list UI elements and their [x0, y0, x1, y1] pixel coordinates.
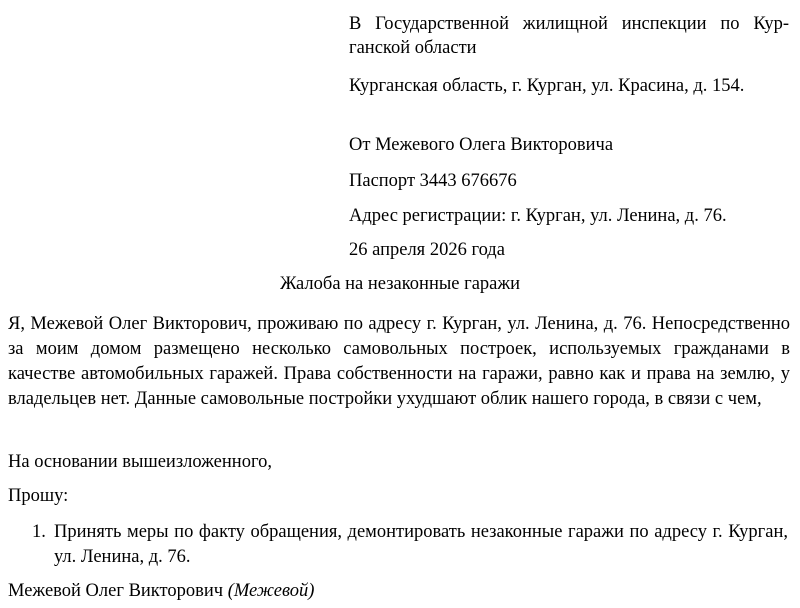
list-item-number: 1.: [32, 522, 46, 542]
document-title: Жалоба на незаконные гаражи: [279, 274, 521, 294]
list-item-text: Принять меры по факту обращения, демонтировать незаконные гаражи по адресу г. Курган, ул. Ленина, д. 76.: [54, 522, 788, 567]
complaint-paragraph: Я, Межевой Олег Викторович, проживаю по адресу г. Курган, ул. Ленина, д. 76. Непосредственно за моим домом размещено несколько самовольных построек, используемых гражданами в качестве автомобильных гаражей. Права собственности на гаражи, равно как и права на землю, у владельцев нет. Данные самовольные постройки ухудшают облик нашего города, в связи с чем,: [8, 314, 790, 409]
passport: Паспорт 3443 676676: [349, 171, 517, 191]
recipient-address: Курганская область, г. Курган, ул. Красина, д. 154.: [349, 76, 745, 96]
signature-mark: (Межевой): [227, 581, 315, 601]
recipient: В Государственной жилищной инспекции по Курганской области: [349, 14, 789, 58]
signature-name: Межевой Олег Викторович: [8, 581, 224, 601]
list-item: [32, 520, 788, 570]
request-heading: Прошу:: [8, 486, 69, 506]
signature: [8, 579, 314, 603]
document-date: 26 апреля 2026 года: [349, 240, 505, 260]
sender-name: От Межевого Олега Викторовича: [349, 135, 614, 155]
registration-address: Адрес регистрации: г. Курган, ул. Ленина, д. 76.: [349, 206, 727, 226]
basis-line: На основании вышеизложенного,: [8, 452, 272, 472]
